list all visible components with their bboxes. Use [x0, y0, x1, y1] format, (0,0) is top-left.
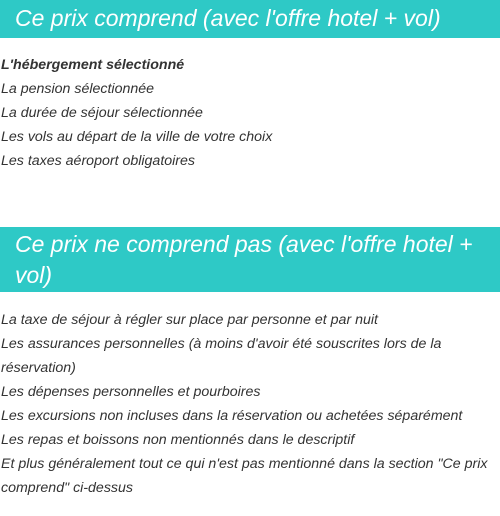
excluded-item-excursions: Les excursions non incluses dans la réservation ou achetées séparément	[1, 408, 463, 424]
excluded-item-tourist-tax: La taxe de séjour à régler sur place par personne et par nuit	[1, 312, 378, 328]
excluded-item-other: Et plus généralement tout ce qui n'est pas mentionné dans la section "Ce prix comprend" ci-dessus	[1, 456, 488, 496]
excluded-list	[0, 308, 500, 500]
excluded-item-meals-drinks: Les repas et boissons non mentionnés dans le descriptif	[1, 432, 355, 448]
included-item-board: La pension sélectionnée	[1, 81, 155, 97]
excluded-item-insurance: Les assurances personnelles (à moins d'avoir été souscrites lors de la réservation)	[1, 336, 442, 376]
excluded-section-title: Ce prix ne comprend pas (avec l'offre hotel + vol)	[0, 227, 500, 292]
included-item-flights: Les vols au départ de la ville de votre choix	[1, 129, 273, 145]
included-list	[0, 53, 500, 173]
included-item-airport-taxes: Les taxes aéroport obligatoires	[1, 153, 196, 169]
included-item-accommodation: L'hébergement sélectionné	[1, 57, 185, 73]
excluded-item-personal-expenses: Les dépenses personnelles et pourboires	[1, 384, 261, 400]
included-section-title: Ce prix comprend (avec l'offre hotel + vol)	[0, 0, 500, 38]
included-item-duration: La durée de séjour sélectionnée	[1, 105, 203, 121]
